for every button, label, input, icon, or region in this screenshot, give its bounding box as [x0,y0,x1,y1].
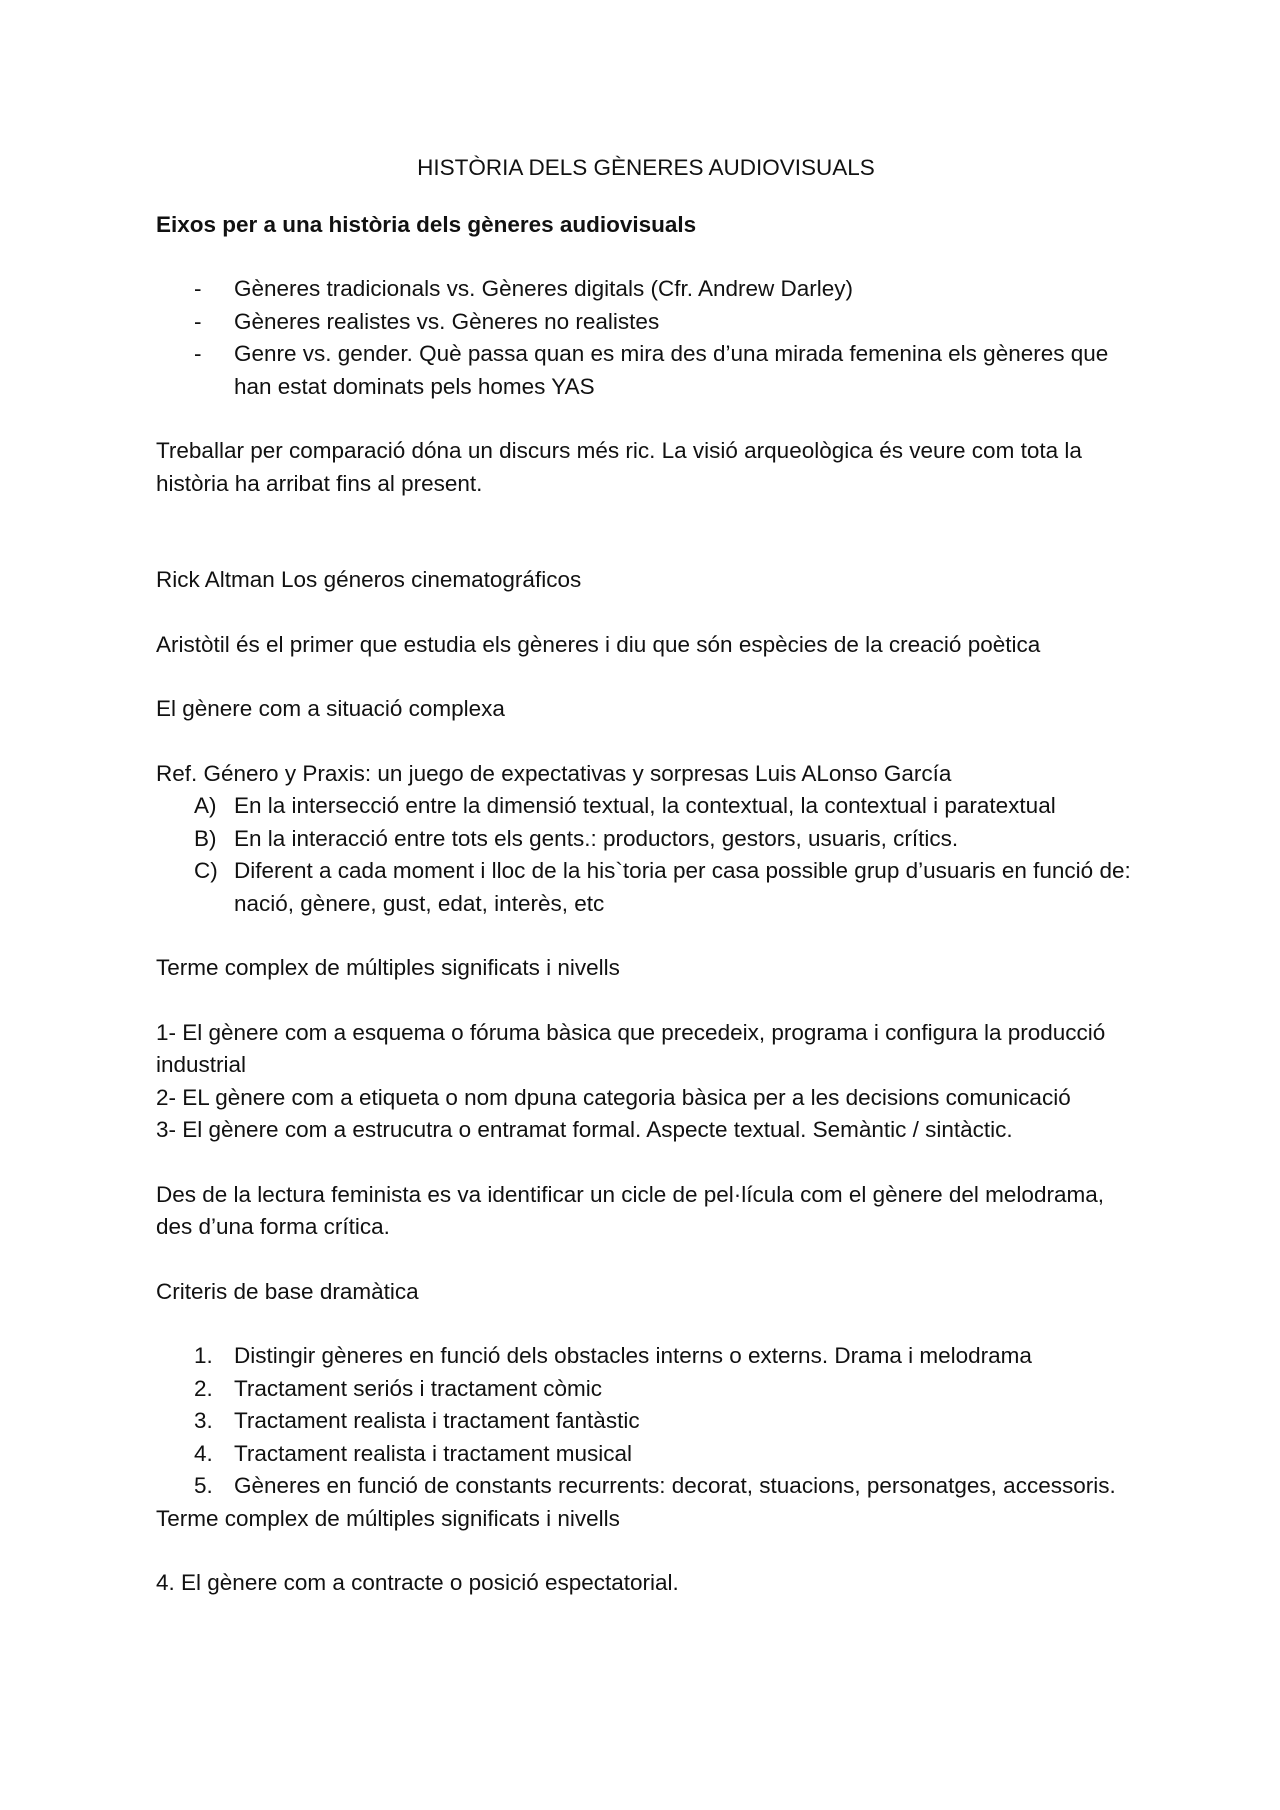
list-marker: 5. [194,1473,213,1498]
list-item [156,1438,1136,1471]
spacer [156,532,1136,564]
list-item-text: Gèneres tradicionals vs. Gèneres digitals (Cfr. Andrew Darley) [234,276,854,301]
list-marker: 3. [194,1408,213,1433]
paragraph-criteris: Criteris de base dramàtica [156,1278,419,1304]
paragraph-terme: Terme complex de múltiples significats i nivells [156,955,620,980]
meanings-block [156,1017,1136,1147]
paragraph-terme-2: Terme complex de múltiples significats i nivells [156,1505,620,1531]
list-item-text: Gèneres realistes vs. Gèneres no realistes [234,308,660,334]
list-item-text: Diferent a cada moment i lloc de la his`toria per casa possible grup d’usuaris en funció de: nació, gènere, gust, edat, interès, etc [234,858,1131,916]
reference-garcia: Ref. Género y Praxis: un juego de expectativas y sorpresas Luis ALonso García [156,760,952,786]
paragraph-aristotil: Aristòtil és el primer que estudia els gèneres i diu que són espècies de la creació poètica [156,631,1041,657]
axes-list [156,273,1136,403]
paragraph-comparison: Treballar per comparació dóna un discurs més ric. La visió arqueològica és veure com tota la història ha arribat fins al present. [156,438,1082,496]
reference-altman: Rick Altman Los géneros cinematográficos [156,567,582,592]
list-item [156,1405,1136,1438]
document-content [156,152,1136,1632]
meaning-line: 2- EL gènere com a etiqueta o nom dpuna categoria bàsica per a les decisions comunicació [156,1084,1071,1110]
paragraph-contracte: 4. El gènere com a contracte o posició espectatorial. [156,1570,679,1595]
list-item [156,1470,1136,1503]
list-item [156,306,1136,339]
paragraph-feminista: Des de la lectura feminista es va identificar un cicle de pel·lícula com el gènere del melodrama, des d’una forma crítica. [156,1181,1104,1239]
list-item [156,790,1136,823]
list-item-text: Tractament realista i tractament musical [234,1440,633,1466]
list-item-text: Genre vs. gender. Què passa quan es mira des d’una mirada femenina els gèneres que han estat dominats pels homes YAS [234,341,1109,399]
list-item [156,1373,1136,1406]
list-item [156,338,1136,403]
list-item [156,273,1136,306]
meaning-line: 1- El gènere com a esquema o fóruma bàsica que precedeix, programa i configura la producció industrial [156,1019,1106,1077]
dash-bullet: - [194,341,202,366]
list-item-text: En la interacció entre tots els gents.: productors, gestors, usuaris, crítics. [234,825,959,851]
dash-bullet: - [194,276,202,301]
list-item [156,823,1136,856]
meaning-line: 3- El gènere com a estrucutra o entramat formal. Aspecte textual. Semàntic / sintàctic. [156,1117,1013,1142]
document-title: HISTÒRIA DELS GÈNERES AUDIOVISUALS [417,155,875,180]
list-marker: 4. [194,1440,213,1466]
dash-bullet: - [194,308,202,334]
list-marker: C) [194,858,218,883]
criteria-list [156,1340,1136,1503]
section-heading: Eixos per a una història dels gèneres audiovisuals [156,211,697,237]
list-item-text: Tractament seriós i tractament còmic [234,1375,603,1401]
list-item [156,855,1136,920]
list-marker: 1. [194,1343,213,1368]
list-item-text: Distingir gèneres en funció dels obstacles interns o externs. Drama i melodrama [234,1343,1032,1368]
list-item-text: Gèneres en funció de constants recurrents: decorat, stuacions, personatges, accessoris. [234,1473,1116,1498]
list-item [156,1340,1136,1373]
list-marker: B) [194,825,217,851]
dimensions-list [156,790,1136,920]
list-marker: A) [194,793,217,818]
list-item-text: En la intersecció entre la dimensió textual, la contextual, la contextual i paratextual [234,793,1056,818]
paragraph-complexa: El gènere com a situació complexa [156,696,505,721]
list-item-text: Tractament realista i tractament fantàstic [234,1408,640,1433]
list-marker: 2. [194,1375,213,1401]
